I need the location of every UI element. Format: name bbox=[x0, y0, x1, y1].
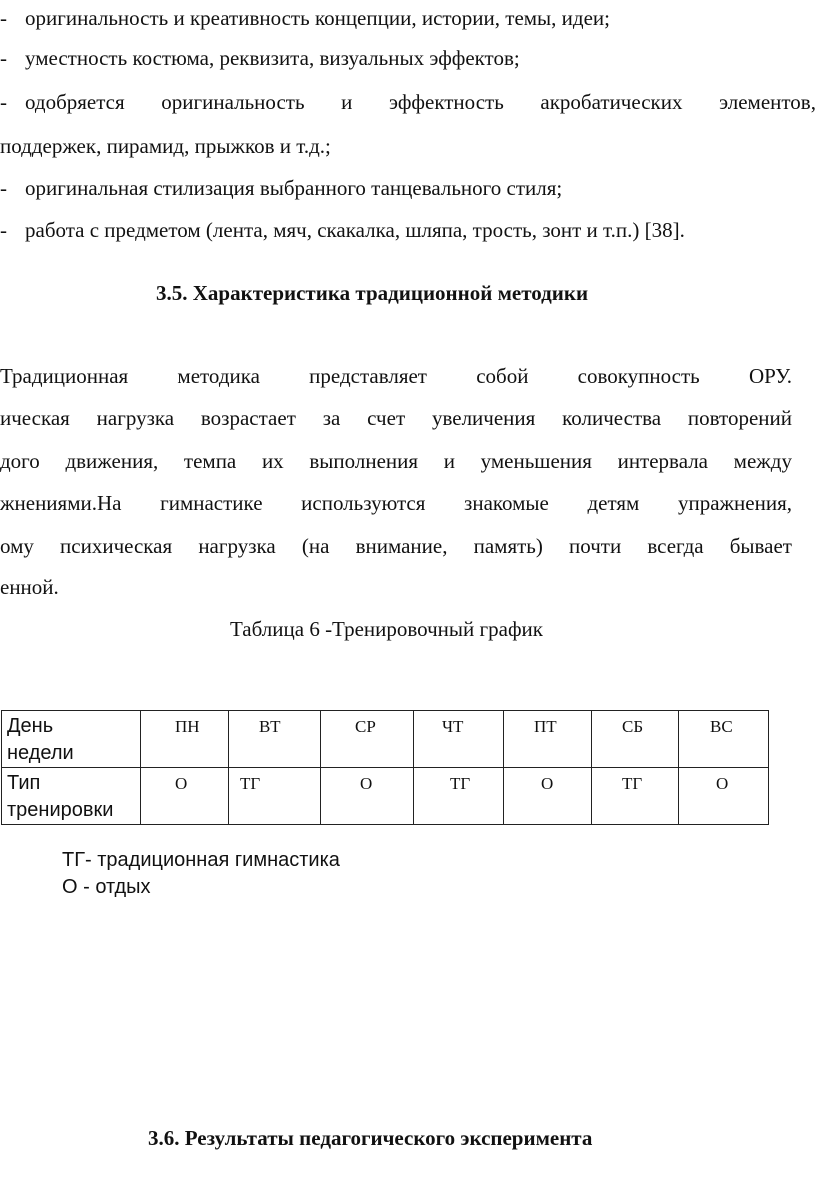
word: ОРУ. bbox=[748, 364, 792, 388]
paragraph-line bbox=[0, 534, 792, 558]
type-cell: ТГ bbox=[229, 768, 321, 825]
bullet-item-continuation: поддержек, пирамид, прыжков и т.д.; bbox=[0, 134, 331, 158]
day-cell: ВТ bbox=[229, 711, 321, 768]
word: акробатических bbox=[540, 90, 683, 114]
word: элементов, bbox=[719, 90, 816, 114]
bullet-dash: - bbox=[0, 6, 7, 30]
schedule-table bbox=[1, 710, 769, 825]
row-header-line: недели bbox=[7, 742, 74, 764]
table-row bbox=[2, 768, 769, 825]
word: нагрузка bbox=[96, 406, 175, 430]
row-header-type bbox=[2, 768, 141, 825]
word: почти bbox=[569, 534, 622, 558]
section-heading: 3.6. Результаты педагогического эксперимента bbox=[148, 1126, 593, 1150]
row-header-day bbox=[2, 711, 141, 768]
type-cell: О bbox=[504, 768, 592, 825]
row-header-line: Тип bbox=[7, 772, 41, 794]
day-cell: ЧТ bbox=[414, 711, 504, 768]
word: одобряется bbox=[25, 90, 125, 114]
word: увеличения bbox=[431, 406, 536, 430]
bullet-dash: - bbox=[0, 176, 7, 200]
word: дого bbox=[0, 449, 40, 473]
paragraph-line bbox=[0, 406, 792, 430]
word: методика bbox=[177, 364, 260, 388]
word: нагрузка bbox=[198, 534, 276, 558]
word: и bbox=[341, 90, 353, 114]
paragraph-line: енной. bbox=[0, 575, 59, 599]
word: всегда bbox=[647, 534, 704, 558]
table-row bbox=[2, 711, 769, 768]
word: память) bbox=[473, 534, 543, 558]
paragraph-line bbox=[0, 491, 792, 515]
word: уменьшения bbox=[480, 449, 592, 473]
day-cell: СБ bbox=[592, 711, 679, 768]
word: счет bbox=[367, 406, 406, 430]
type-cell: О bbox=[141, 768, 229, 825]
type-cell: ТГ bbox=[414, 768, 504, 825]
word: движения, bbox=[65, 449, 159, 473]
word: оригинальность bbox=[161, 90, 305, 114]
word: знакомые bbox=[464, 491, 549, 515]
type-cell: О bbox=[679, 768, 769, 825]
word: жнениями.На bbox=[0, 491, 122, 515]
word: эффектность bbox=[389, 90, 504, 114]
word: бывает bbox=[729, 534, 792, 558]
row-header-line: тренировки bbox=[7, 799, 114, 821]
day-cell: СР bbox=[321, 711, 414, 768]
day-cell: ВС bbox=[679, 711, 769, 768]
word: интервала bbox=[617, 449, 708, 473]
legend-o: О - отдых bbox=[62, 876, 151, 898]
legend-tg: ТГ- традиционная гимнастика bbox=[62, 849, 340, 871]
paragraph-line bbox=[0, 364, 792, 388]
word: между bbox=[733, 449, 792, 473]
word: Традиционная bbox=[0, 364, 129, 388]
word: возрастает bbox=[200, 406, 296, 430]
word: выполнения bbox=[309, 449, 419, 473]
section-heading: 3.5. Характеристика традиционной методики bbox=[156, 281, 589, 305]
word: ому bbox=[0, 534, 34, 558]
bullet-dash: - bbox=[0, 46, 7, 70]
table-caption: Таблица 6 -Тренировочный график bbox=[230, 617, 543, 641]
word: (на bbox=[301, 534, 330, 558]
word: упражнения, bbox=[677, 491, 792, 515]
bullet-item: уместность костюма, реквизита, визуальных эффектов; bbox=[25, 46, 520, 70]
bullet-dash: - bbox=[0, 90, 7, 114]
word: повторений bbox=[687, 406, 792, 430]
word: темпа bbox=[183, 449, 237, 473]
type-cell: О bbox=[321, 768, 414, 825]
word: гимнастике bbox=[160, 491, 263, 515]
bullet-item: оригинальность и креативность концепции, истории, темы, идеи; bbox=[25, 6, 610, 30]
day-cell: ПТ bbox=[504, 711, 592, 768]
bullet-item: работа с предметом (лента, мяч, скакалка, шляпа, трость, зонт и т.п.) [38]. bbox=[25, 218, 685, 242]
day-cell: ПН bbox=[141, 711, 229, 768]
paragraph-line bbox=[0, 449, 792, 473]
type-cell: ТГ bbox=[592, 768, 679, 825]
bullet-item-justified bbox=[25, 90, 816, 114]
word: ическая bbox=[0, 406, 70, 430]
word: представляет bbox=[309, 364, 427, 388]
row-header-line: День bbox=[7, 715, 54, 737]
word: психическая bbox=[60, 534, 173, 558]
bullet-dash: - bbox=[0, 218, 7, 242]
word: собой bbox=[476, 364, 529, 388]
word: внимание, bbox=[355, 534, 448, 558]
word: и bbox=[443, 449, 455, 473]
word: их bbox=[261, 449, 284, 473]
word: количества bbox=[562, 406, 662, 430]
bullet-item: оригинальная стилизация выбранного танцевального стиля; bbox=[25, 176, 563, 200]
word: детям bbox=[587, 491, 640, 515]
word: за bbox=[322, 406, 341, 430]
word: совокупность bbox=[577, 364, 700, 388]
word: используются bbox=[301, 491, 426, 515]
